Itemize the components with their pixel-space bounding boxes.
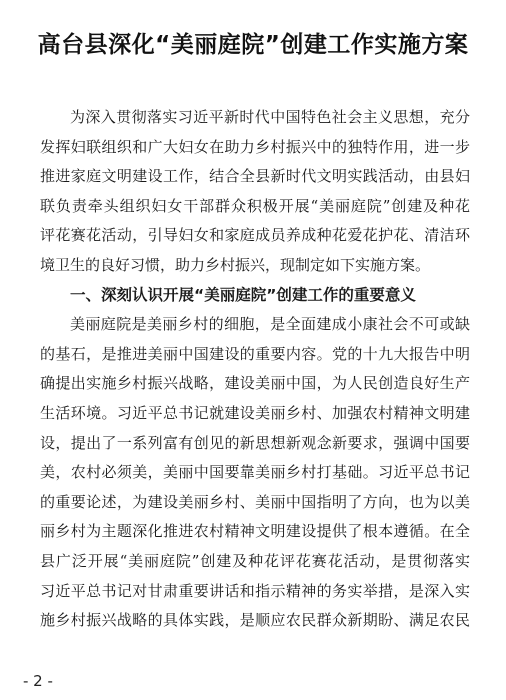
paragraph-line: 境卫生的良好习惯，助力乡村振兴，现制定如下实施方案。	[40, 255, 431, 274]
paragraph-line: 生活环境。习近平总书记就建设美丽乡村、加强农村精神文明建	[40, 403, 470, 422]
paragraph-line: 县广泛开展“美丽庭院”创建及种花评花赛花活动，是贯彻落实	[40, 551, 470, 570]
paragraph-line: 的重要论述，为建设美丽乡村、美丽中国指明了方向，也为以美	[40, 492, 470, 511]
document-body	[40, 103, 470, 636]
paragraph-line: 丽乡村为主题深化推进农村精神文明建设提供了根本遵循。在全	[40, 522, 470, 541]
paragraph-line: 设，提出了一系列富有创见的新思想新观念新要求，强调中国要	[40, 433, 470, 452]
paragraph-line: 习近平总书记对甘肃重要讲话和指示精神的务实举措，是深入实	[40, 581, 470, 600]
paragraph-line: 的基石，是推进美丽中国建设的重要内容。党的十九大报告中明	[40, 344, 470, 363]
page-number: - 2 -	[23, 672, 53, 690]
paragraph-line: 联负责牵头组织妇女干部群众积极开展“美丽庭院”创建及种花	[40, 196, 470, 215]
paragraph-line: 发挥妇联组织和广大妇女在助力乡村振兴中的独特作用，进一步	[40, 137, 470, 156]
section-heading: 一、深刻认识开展“美丽庭院”创建工作的重要意义	[70, 285, 416, 304]
paragraph-line: 确提出实施乡村振兴战略，建设美丽中国，为人民创造良好生产	[40, 374, 470, 393]
paragraph-line: 美，农村必须美，美丽中国要靠美丽乡村打基础。习近平总书记	[40, 463, 470, 482]
paragraph-line: 评花赛花活动，引导妇女和家庭成员养成种花爱花护花、清洁环	[40, 226, 470, 245]
paragraph-line: 推进家庭文明建设工作，结合全县新时代文明实践活动，由县妇	[40, 167, 470, 186]
paragraph-line: 施乡村振兴战略的具体实践，是顺应农民群众新期盼、满足农民	[40, 611, 470, 630]
paragraph-line: 为深入贯彻落实习近平新时代中国特色社会主义思想，充分	[70, 108, 470, 126]
paragraph-line: 美丽庭院是美丽乡村的细胞，是全面建成小康社会不可或缺	[70, 315, 470, 334]
document-title: 高台县深化“美丽庭院”创建工作实施方案	[37, 32, 469, 58]
